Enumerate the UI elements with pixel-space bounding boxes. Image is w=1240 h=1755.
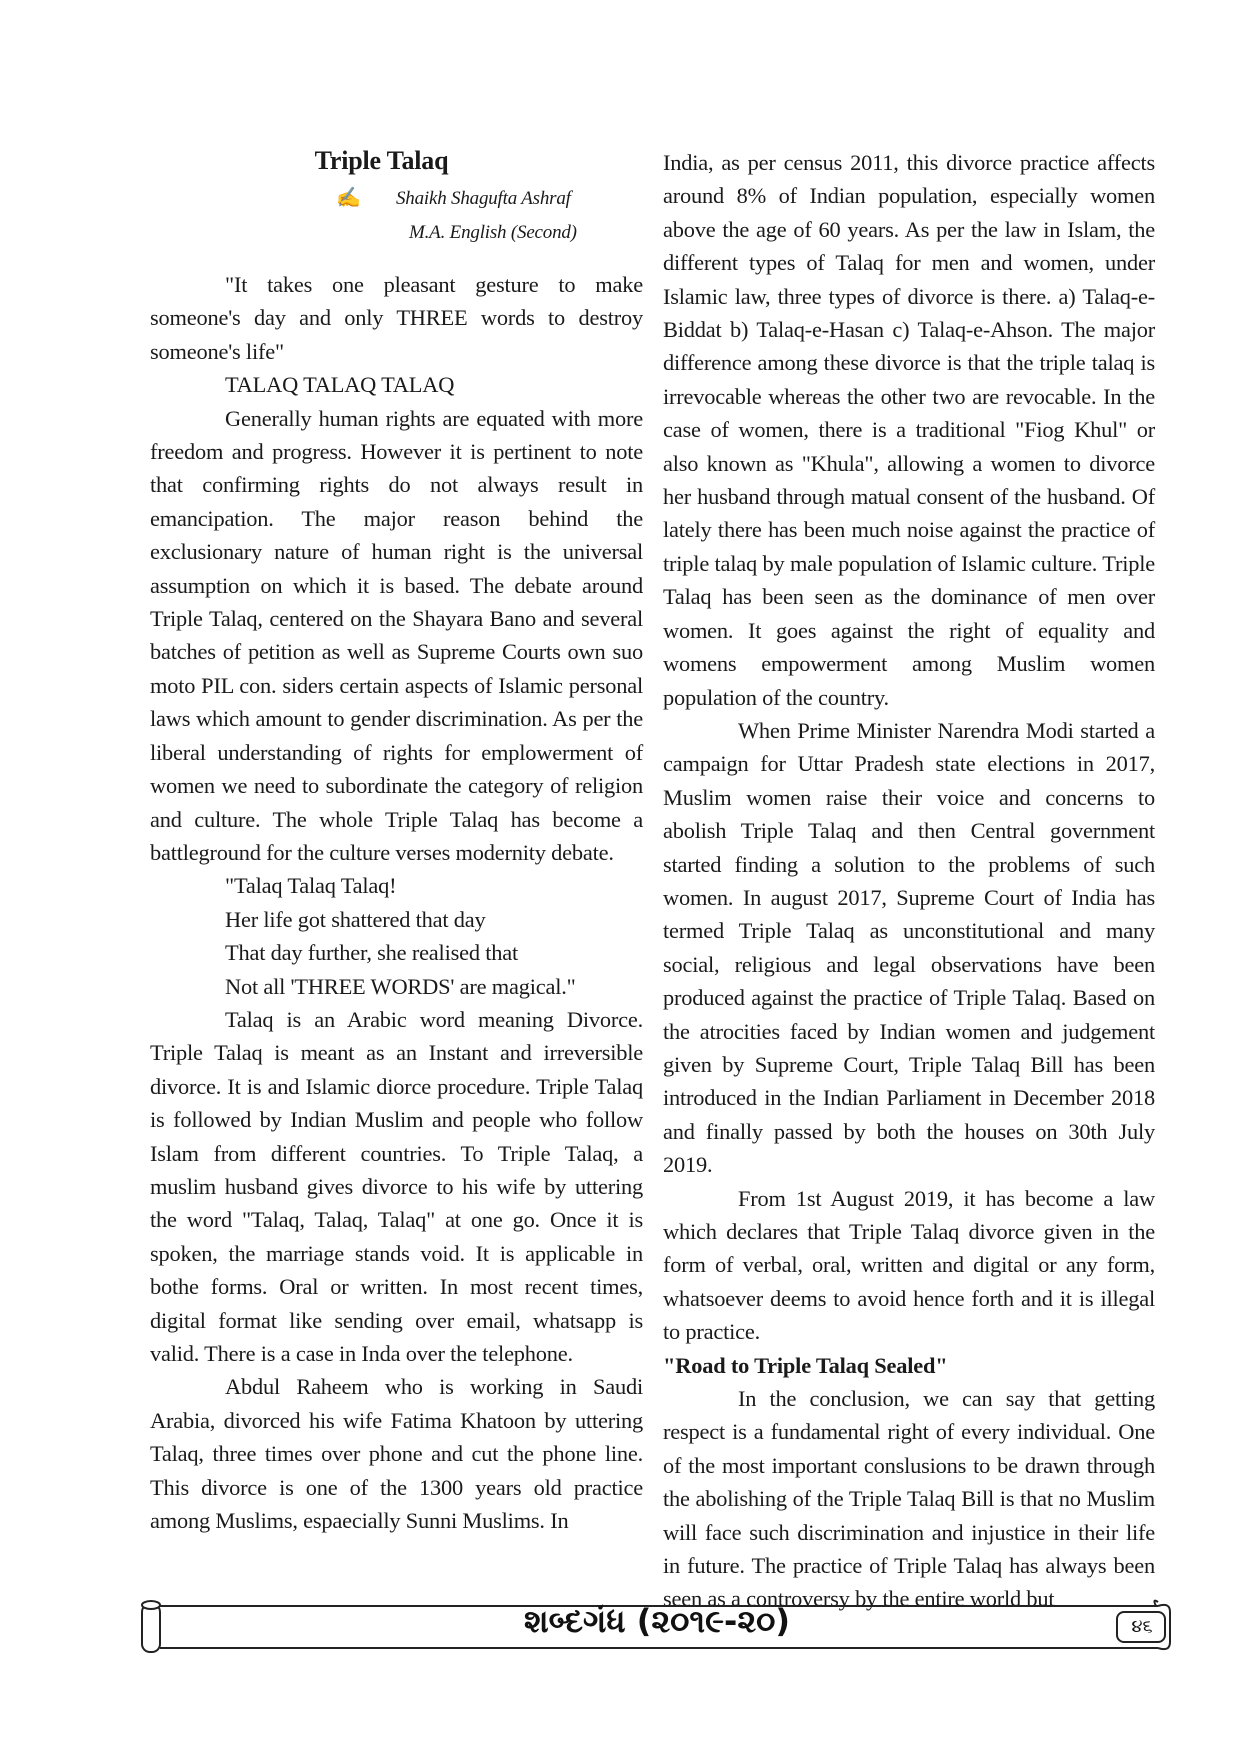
- article-title: Triple Talaq: [314, 146, 449, 175]
- epigraph: "It takes one pleasant gesture to make someone's day and only THREE words to destroy someone's life": [150, 272, 643, 364]
- footer-title: શબ્દગંધ (૨૦૧૯-૨૦): [523, 1602, 791, 1640]
- pen-icon: ✍: [336, 187, 361, 209]
- verse-line: Her life got shattered that day: [225, 906, 486, 932]
- left-column: [150, 146, 643, 1537]
- paragraph: From 1st August 2019, it has become a law which declares that Triple Talaq divorce given in the form of verbal, oral, written and digital or any form, whatsoever deems to avoid hence forth and it is illegal to practice.: [663, 1185, 1155, 1345]
- author-course: M.A. English (Second): [409, 222, 577, 243]
- author-name: Shaikh Shagufta Ashraf: [396, 188, 571, 209]
- page-number: ૪૬: [1131, 1616, 1153, 1637]
- refrain: TALAQ TALAQ TALAQ: [225, 372, 455, 398]
- paragraph: Talaq is an Arabic word meaning Divorce. Triple Talaq is meant as an Instant and irreversible divorce. It is and Islamic diorce procedure. Triple Talaq is followed by Indian Muslim and people who follow Islam from different countries. To Triple Talaq, a muslim husband gives divorce to his wife by uttering the word "Talaq, Talaq, Talaq" at one go. Once it is spoken, the marriage stands void. It is applicable in bothe forms. Oral or written. In most recent times, digital format like sending over email, whatsapp is valid. There is a case in Inda over the telephone.: [150, 1006, 643, 1366]
- right-column: [663, 146, 1155, 1616]
- paragraph: Generally human rights are equated with more freedom and progress. However it is pertinent to note that confirming rights do not always result in emancipation. The major reason behind the exclusionary nature of human right is the universal assumption on which it is based. The debate around Triple Talaq, centered on the Shayara Bano and several batches of petition as well as Supreme Courts own suo moto PIL con. siders certain aspects of Islamic personal laws which amount to gender discrimination. As per the liberal understanding of rights for emplowerment of women we need to subordinate the category of religion and culture. The whole Triple Talaq has become a battleground for the culture verses modernity debate.: [150, 405, 643, 865]
- paragraph: When Prime Minister Narendra Modi started a campaign for Uttar Pradesh state elections in 2017, Muslim women raise their voice and concerns to abolish Triple Talaq and then Central government started finding a solution to the problems of such women. In august 2017, Supreme Court of India has termed Triple Talaq as unconstitutional and many social, religious and legal observations have been produced against the practice of Triple Talaq. Based on the atrocities faced by Indian women and judgement given by Supreme Court, Triple Talaq Bill has been introduced in the Indian Parliament in December 2018 and finally passed by both the houses on 30th July 2019.: [663, 717, 1155, 1178]
- byline: [150, 181, 643, 250]
- footer-banner: [140, 1598, 1174, 1656]
- paragraph: Abdul Raheem who is working in Saudi Arabia, divorced his wife Fatima Khatoon by uttering Talaq, three times over phone and cut the phone line. This divorce is one of the 1300 years old practice among Muslims, espaecially Sunni Muslims. In: [150, 1374, 643, 1534]
- paragraph: India, as per census 2011, this divorce practice affects around 8% of Indian population, especially women above the age of 60 years. As per the law in Islam, the different types of Talaq for men and women, under Islamic law, three types of divorce is there. a) Talaq-e-Biddat b) Talaq-e-Hasan c) Talaq-e-Ahson. The major difference among these divorce is that the triple talaq is irrevocable whereas the other two are revocable. In the case of women, there is a traditional "Fiog Khul" or also known as "Khula", allowing a women to divorce her husband through matual consent of the husband. Of lately there has been much noise against the practice of triple talaq by male population of Islamic culture. Triple Talaq has been seen as the dominance of men over women. It goes against the right of equality and womens empowerment among Muslim women population of the country.: [663, 150, 1155, 710]
- paragraph: In the conclusion, we can say that getting respect is a fundamental right of every individual. One of the most important conslusions to be drawn through the abolishing of the Triple Talaq Bill is that no Muslim will face such discrimination and injustice in their life in future. The practice of Triple Talaq has always been seen as a controversy by the entire world but: [663, 1386, 1155, 1612]
- section-heading: "Road to Triple Talaq Sealed": [663, 1352, 948, 1378]
- verse-line: That day further, she realised that: [225, 940, 519, 966]
- verse-line: Not all 'THREE WORDS' are magical.": [225, 973, 576, 999]
- verse-line: "Talaq Talaq Talaq!: [225, 873, 397, 899]
